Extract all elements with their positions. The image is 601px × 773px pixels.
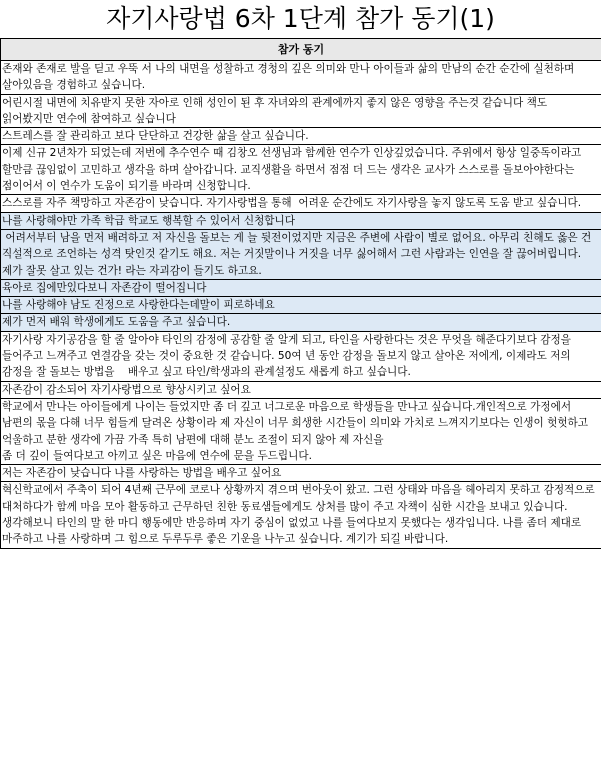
- table-row: [1, 128, 601, 145]
- motivation-cell: 혁신학교에서 주축이 되어 4년째 근무에 코로나 상황까지 겪으며 번아웃이 왔고. 그런 상태와 마음을 헤아리지 못하고 감정적으로 대처하다가 함께 마음 모아 활동하고 근무하던 친한 동료샘들에게도 상처를 많이 주고 자책이 심한 시간을 보내고 있습니다. 생각해보니 타인의 말 한 마디 행동에만 반응하며 자기 중심이 없었고 나를 들여다보지 못했다는 생각입니다. 나를 좀더 제대로 마주하고 나를 사랑하며 그 힘으로 두루두루 좋은 기운을 나누고 싶습니다. 계기가 되길 바랍니다.: [1, 482, 601, 548]
- table-row: [1, 94, 601, 128]
- table-row: [1, 331, 601, 381]
- motivation-cell: 어려서부터 남을 먼저 배려하고 저 자신을 돌보는 게 늘 뒷전이었지만 지금은 주변에 사람이 별로 없어요. 아무리 친해도 옳은 건 직설적으로 조언하는 성격 탓인것 같기도 해요. 저는 거짓말이나 거짓을 너무 싫어해서 그런 사람과는 인연을 잘 끊어버립니다. 제가 잘못 살고 있는 건가! 라는 자괴감이 들기도 하고요.: [1, 229, 601, 279]
- table-row: [1, 195, 601, 212]
- motivation-cell: 존재와 존재로 발을 딛고 우뚝 서 나의 내면을 성찰하고 경청의 깊은 의미와 만나 아이들과 삶의 만남의 순간 순간에 실천하며 살아있음을 경험하고 싶습니다.: [1, 61, 601, 95]
- document-title: 자기사랑법 6차 1단계 참가 동기(1): [106, 4, 495, 33]
- motivation-cell: 학교에서 만나는 아이들에게 나이는 들었지만 좀 더 깊고 너그로운 마음으로 학생들을 만나고 싶습니다.개인적으로 가정에서 남편의 몫을 다해 너무 힘들게 달려온 상황이라 제 자신이 너무 희생한 시간들이 의미와 가치로 느껴지기보다는 인생이 헛헛하고 억울하고 분한 생각에 가끔 가족 특히 남편에 대해 분노 조절이 되지 않아 제 자신을 좀 더 깊이 들여다보고 아끼고 싶은 마음에 연수에 문을 두드립니다.: [1, 398, 601, 464]
- table-row: [1, 145, 601, 195]
- motivation-cell: 자존감이 감소되어 자기사랑법으로 향상시키고 싶어요: [1, 381, 601, 398]
- motivation-cell: 제가 먼저 배워 학생에게도 도움을 주고 싶습니다.: [1, 314, 601, 331]
- table-row: [1, 482, 601, 548]
- table-row: [1, 229, 601, 279]
- motivation-cell: 어린시절 내면에 치유받지 못한 자아로 인해 성인이 된 후 자녀와의 관계에까지 좋지 않은 영향을 주는것 같습니다 책도 읽어봤지만 연수에 참여하고 싶습니다: [1, 94, 601, 128]
- motivation-table: [0, 38, 601, 549]
- table-row: [1, 61, 601, 95]
- table-row: [1, 465, 601, 482]
- table-row: [1, 314, 601, 331]
- motivation-cell: 자기사랑 자기공감을 할 줄 알아야 타인의 감정에 공감할 줄 알게 되고, 타인을 사랑한다는 것은 무엇을 해준다기보다 감정을 들어주고 느껴주고 연결감을 갖는 것이 중요한 것 같습니다. 50여 년 동안 감정을 돌보지 않고 살아온 저에게, 이제라도 저의 감정을 잘 돌보는 방법을 배우고 싶고 타인/학생과의 관계설정도 새롭게 하고 싶습니다.: [1, 331, 601, 381]
- table-header-row: [1, 39, 601, 61]
- motivation-cell: 육아로 집에만있다보니 자존감이 떨어집니다: [1, 279, 601, 296]
- table-row: [1, 398, 601, 464]
- table-row: [1, 212, 601, 229]
- motivation-cell: 이제 신규 2년차가 되었는데 저번에 추수연수 때 김창오 선생님과 함께한 연수가 인상깊었습니다. 주위에서 항상 일중독이라고 할만큼 끊임없이 고민하고 생각을 하며 살아갑니다. 교직생활을 하면서 점점 더 드는 생각은 교사가 스스로를 돌보아야한다는 점이어서 이 연수가 도움이 되기를 바라며 신청합니다.: [1, 145, 601, 195]
- motivation-cell: 스스로를 자주 책망하고 자존감이 낮습니다. 자기사랑법을 통해 어려운 순간에도 자기사랑을 놓지 않도록 도움 받고 싶습니다.: [1, 195, 601, 212]
- table-row: [1, 381, 601, 398]
- motivation-cell: 나를 사랑해야만 가족 학급 학교도 행복할 수 있어서 신청합니다: [1, 212, 601, 229]
- motivation-cell: 저는 자존감이 낮습니다 나를 사랑하는 방법을 배우고 싶어요: [1, 465, 601, 482]
- table-row: [1, 279, 601, 296]
- motivation-cell: 스트레스를 잘 관리하고 보다 단단하고 건강한 삶을 살고 싶습니다.: [1, 128, 601, 145]
- table-row: [1, 297, 601, 314]
- column-header: 참가 동기: [1, 39, 601, 61]
- motivation-cell: 나를 사랑해야 남도 진정으로 사랑한다는데말이 피로하네요: [1, 297, 601, 314]
